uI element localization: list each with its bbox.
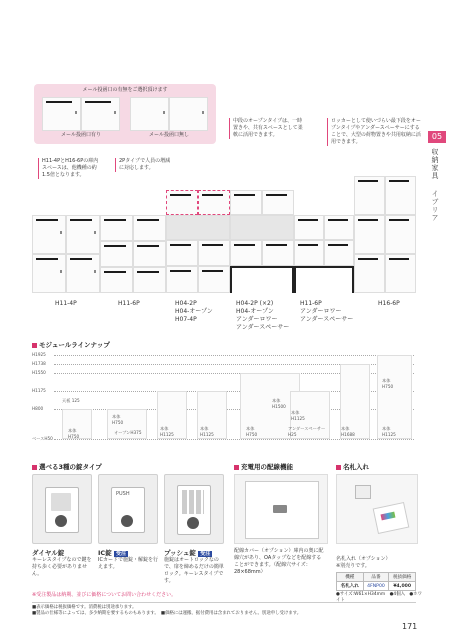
- mail-slot-title: メール投函口の有無をご選択頂けます: [82, 87, 168, 93]
- door-with-slot-image: [42, 97, 120, 131]
- door-without-slot-image: [130, 97, 208, 131]
- nameplate-price-table: [336, 572, 416, 591]
- model-label-4-line: H04-2P (×2): [236, 300, 274, 307]
- lock-name-text: プッシュ錠: [164, 549, 196, 557]
- charging-image: [234, 474, 328, 544]
- callout-open-type: 中段のオープンタイプは、一時置きや、共有スペースとして柔軟に活用できます。: [229, 118, 305, 139]
- model-label-3: [175, 300, 213, 324]
- nameplate-caption: 名札入れ（オプション）: [336, 556, 391, 562]
- module-label: 本体 H750: [382, 378, 394, 389]
- module-label: オープンH375: [114, 430, 142, 435]
- module-label: 本体 H1500: [272, 398, 286, 409]
- table-cell: 4FNP00: [363, 582, 389, 591]
- module-label: アンダースペーサー H25: [288, 426, 326, 437]
- lock-name: [164, 548, 226, 557]
- height-label: H800: [32, 406, 44, 411]
- module-label: 天板 125: [62, 398, 80, 403]
- model-label-3-line: H04-オープン: [175, 308, 213, 315]
- model-label-4: [236, 300, 289, 332]
- lock-name-text: IC錠: [98, 549, 112, 557]
- lock-item-ic: [98, 548, 158, 571]
- lock-desc: 施錠はオートロックなので、扉を締めるだけの簡単ロック。キーレスタイプです。: [164, 557, 224, 584]
- lock-name: [98, 548, 158, 557]
- series-label: イブリア: [431, 190, 439, 222]
- model-label-3-line: H04-2P: [175, 300, 197, 307]
- model-label-4-line: アンダースペーサー: [236, 324, 290, 331]
- locks-heading: [32, 462, 102, 471]
- nameplate-heading-text: 名札入れ: [343, 463, 369, 471]
- push-lock-image: [164, 474, 224, 544]
- made-to-order-badge: 受注: [115, 551, 126, 557]
- lock-desc: キーレスタイプなので鍵を持ち歩く必要がありません。: [32, 557, 92, 577]
- table-cell: ¥4,000: [389, 582, 416, 591]
- page-number: 171: [402, 622, 418, 631]
- category-label: 収納家具: [431, 148, 439, 180]
- table-header: 品番: [363, 573, 389, 582]
- module-label: 本体 H750: [68, 428, 80, 439]
- locks-heading-text: 選べる3種の錠タイプ: [39, 463, 102, 471]
- module-label: 本体 H1688: [341, 426, 355, 437]
- made-to-order-badge: 受注: [200, 551, 211, 557]
- lock-name: ダイヤル錠: [32, 549, 65, 557]
- nameplate-sub: ※別売りです。: [336, 563, 370, 569]
- module-label: 本体 H1125: [382, 426, 396, 437]
- height-label: H1175: [32, 388, 46, 393]
- callout-capacity: H11-4PとH16-6Pの庫内スペースは、他機種の約1.5倍となります。: [38, 158, 100, 179]
- locker-lineup-image: [32, 184, 416, 294]
- height-label: H1925: [32, 352, 46, 357]
- footer-divider: [32, 602, 416, 603]
- ic-lock-image: PUSH: [98, 474, 158, 544]
- dial-lock-image: [32, 474, 92, 544]
- callout-2p-type: 2Pタイプで人員の増減に対応します。: [115, 158, 174, 172]
- model-label-1: H11-4P: [55, 300, 77, 307]
- lock-item-push: [164, 548, 226, 585]
- modular-diagram: [32, 352, 416, 447]
- height-label: ベースH50: [32, 436, 53, 441]
- nameplate-table-note: ●サイズ:W61×H34mm ●4個入 ●ホワイト: [336, 592, 422, 603]
- nameplate-heading: [336, 462, 369, 471]
- model-label-2: H11-6P: [118, 300, 140, 307]
- table-cell: 名札入れ: [337, 582, 364, 591]
- model-label-6: H16-6P: [378, 300, 400, 307]
- model-label-5-line: H11-6P: [300, 300, 322, 307]
- locks-note: ※受注製品は納期、並びに価格についてお問い合わせください。: [32, 592, 177, 598]
- lock-desc: ICカードで施錠・解錠を行えます。: [98, 557, 158, 570]
- charging-heading: [234, 462, 293, 471]
- door-without-slot-caption: メール投函口無し: [149, 132, 189, 138]
- model-label-5-line: アンダースペーサー: [300, 316, 354, 323]
- section-number-tab: 05: [428, 131, 446, 143]
- modular-heading-text: モジュールラインナップ: [39, 341, 110, 349]
- model-label-4-line: アンダーロワー: [236, 316, 278, 323]
- footer-note-2: ■製品の仕様等によっては、多少納期を要するものもあります。 ■価格には運搬、据付費用は含まれておりません。別途申し受けます。: [32, 611, 302, 616]
- model-label-5: [300, 300, 353, 324]
- module-label: 本体 H1125: [291, 410, 305, 421]
- footer-note-1: ■表示価格は税抜価格です。消費税は別途承ります。: [32, 605, 137, 610]
- nameplate-image: [336, 474, 418, 544]
- mail-slot-option-box: [34, 84, 216, 144]
- module-label: 本体 H1125: [200, 426, 214, 437]
- height-label: H1550: [32, 370, 46, 375]
- model-label-3-line: H07-4P: [175, 316, 197, 323]
- door-with-slot-caption: メール投函口有り: [61, 132, 101, 138]
- module-label: 本体 H750: [246, 426, 258, 437]
- module-label: 本体 H1125: [160, 426, 174, 437]
- lock-item-dial: [32, 548, 92, 578]
- charging-desc: 配線カバー（オプション）庫内の奥に配線穴があり、OAタップなどを配線することができます。（配線穴サイズ：28×68mm）: [234, 548, 324, 575]
- table-header: 機種: [337, 573, 364, 582]
- callout-bottom-row: ロッカーとして使いづらい最下段をオープンタイプやアンダースペーサーにすることで、大型の荷物置きや共用収納に活用できます。: [327, 118, 421, 146]
- table-header: 税抜価格: [389, 573, 416, 582]
- module-label: 本体 H750: [112, 414, 124, 425]
- charging-heading-text: 充電用の配線機能: [241, 463, 293, 471]
- height-label: H1738: [32, 361, 46, 366]
- model-label-4-line: H04-オープン: [236, 308, 274, 315]
- model-label-5-line: アンダーロワー: [300, 308, 342, 315]
- modular-heading: [32, 340, 110, 349]
